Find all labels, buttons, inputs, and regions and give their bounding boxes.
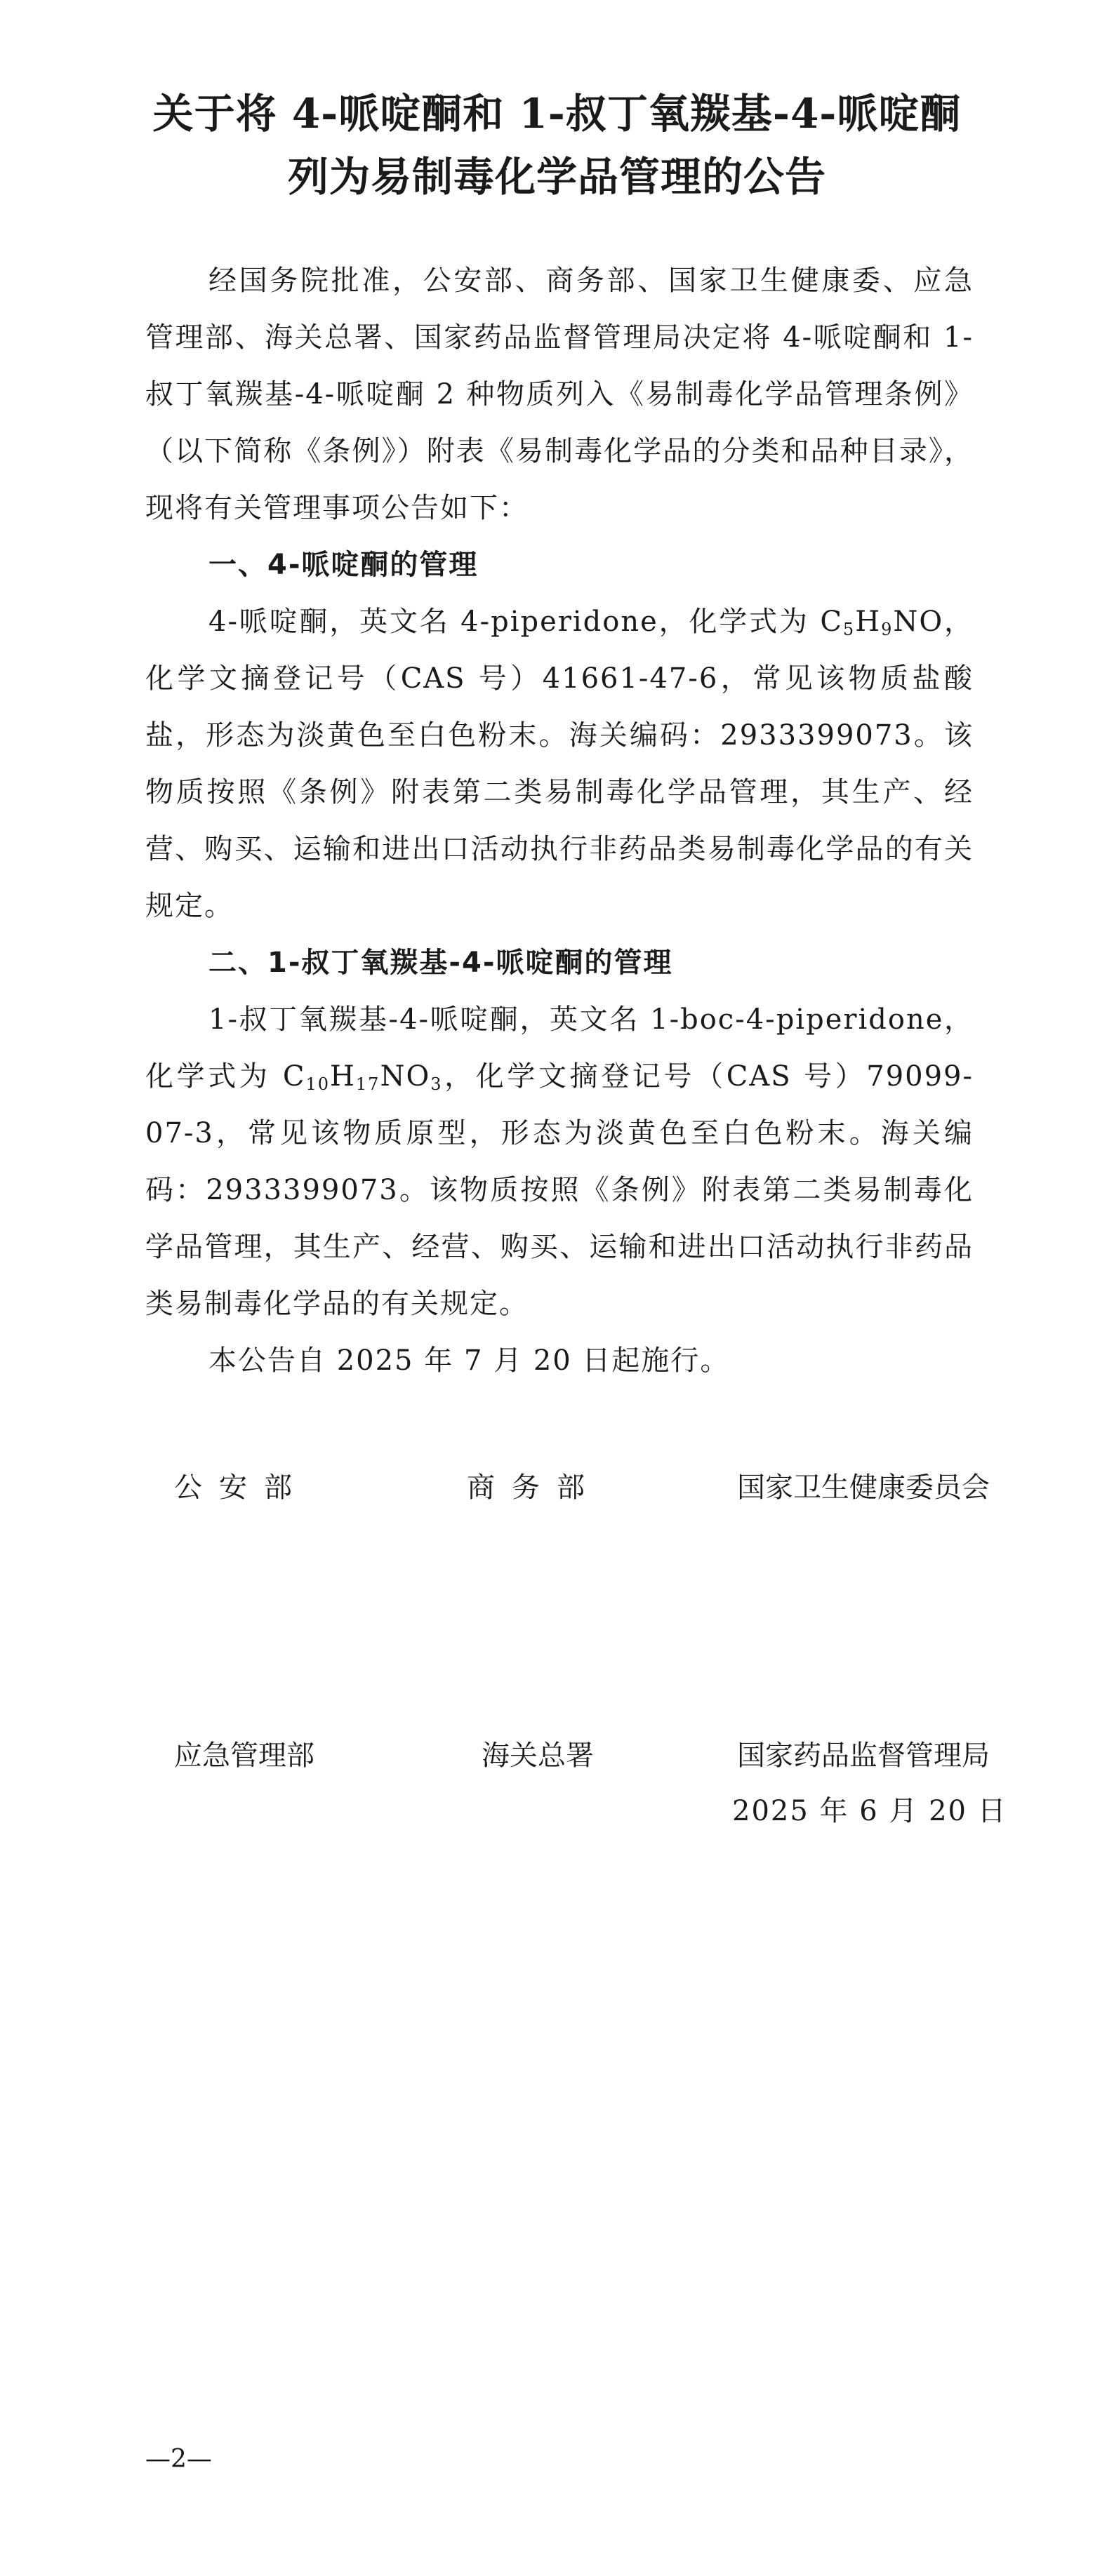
document-body: [145, 253, 974, 1389]
section-2-paragraph: [145, 992, 974, 1333]
section-2-formula: $C_{10}H_{17}NO_3$: [282, 1060, 443, 1094]
signatory-ministry-of-commerce: 商务部: [467, 1471, 602, 1504]
signatory-drug-administration: 国家药品监督管理局: [737, 1740, 990, 1772]
section-1-paragraph: [145, 594, 974, 935]
section-1-text-a: 4-哌啶酮，英文名 4-piperidone，化学式为: [208, 606, 821, 638]
effective-date-paragraph: 本公告自 2025 年 7 月 20 日起施行。: [208, 1344, 730, 1377]
signatory-emergency-management: 应急管理部: [174, 1740, 314, 1772]
section-1-heading: 一、4-哌啶酮的管理: [208, 549, 479, 581]
issue-date: 2025 年 6 月 20 日: [732, 1795, 1007, 1827]
document-title-line-1: 关于将 4-哌啶酮和 1-叔丁氧羰基-4-哌啶酮: [152, 90, 962, 138]
section-1-formula: $C_5H_9NO$: [820, 606, 944, 639]
signatory-health-commission: 国家卫生健康委员会: [737, 1471, 990, 1504]
page-number: —2—: [145, 2445, 212, 2474]
signatory-customs: 海关总署: [482, 1740, 594, 1772]
signatory-ministry-of-public-security: 公安部: [174, 1471, 309, 1504]
document-title-line-2: 列为易制毒化学品管理的公告: [287, 153, 826, 201]
section-2-text-b: ，化学文摘登记号（CAS 号）79099-07-3，常见该物质原型，形态为淡黄色至白色粉末。海关编码：2933399073。该物质按照《条例》附表第二类易制毒化学品管理，其生产、经营、购买、运输和进出口活动执行非药品类易制毒化学品的有关规定。: [145, 1060, 974, 1320]
intro-paragraph: 经国务院批准，公安部、商务部、国家卫生健康委、应急管理部、海关总署、国家药品监督管理局决定将 4-哌啶酮和 1-叔丁氧羰基-4-哌啶酮 2 种物质列入《易制毒化学品管理条例》（以下简称《条例》）附表《易制毒化学品的分类和品种目录》，现将有关管理事项公告如下：: [145, 265, 974, 524]
section-2-text-a: 1-叔丁氧羰基-4-哌啶酮，英文名 1-boc-4-piperidone，化学式为: [145, 1003, 974, 1093]
section-2-heading: 二、1-叔丁氧羰基-4-哌啶酮的管理: [208, 947, 673, 979]
section-1-text-b: ，化学文摘登记号（CAS 号）41661-47-6，常见该物质盐酸盐，形态为淡黄色至白色粉末。海关编码：2933399073。该物质按照《条例》附表第二类易制毒化学品管理，其生产、经营、购买、运输和进出口活动执行非药品类易制毒化学品的有关规定。: [145, 606, 974, 922]
